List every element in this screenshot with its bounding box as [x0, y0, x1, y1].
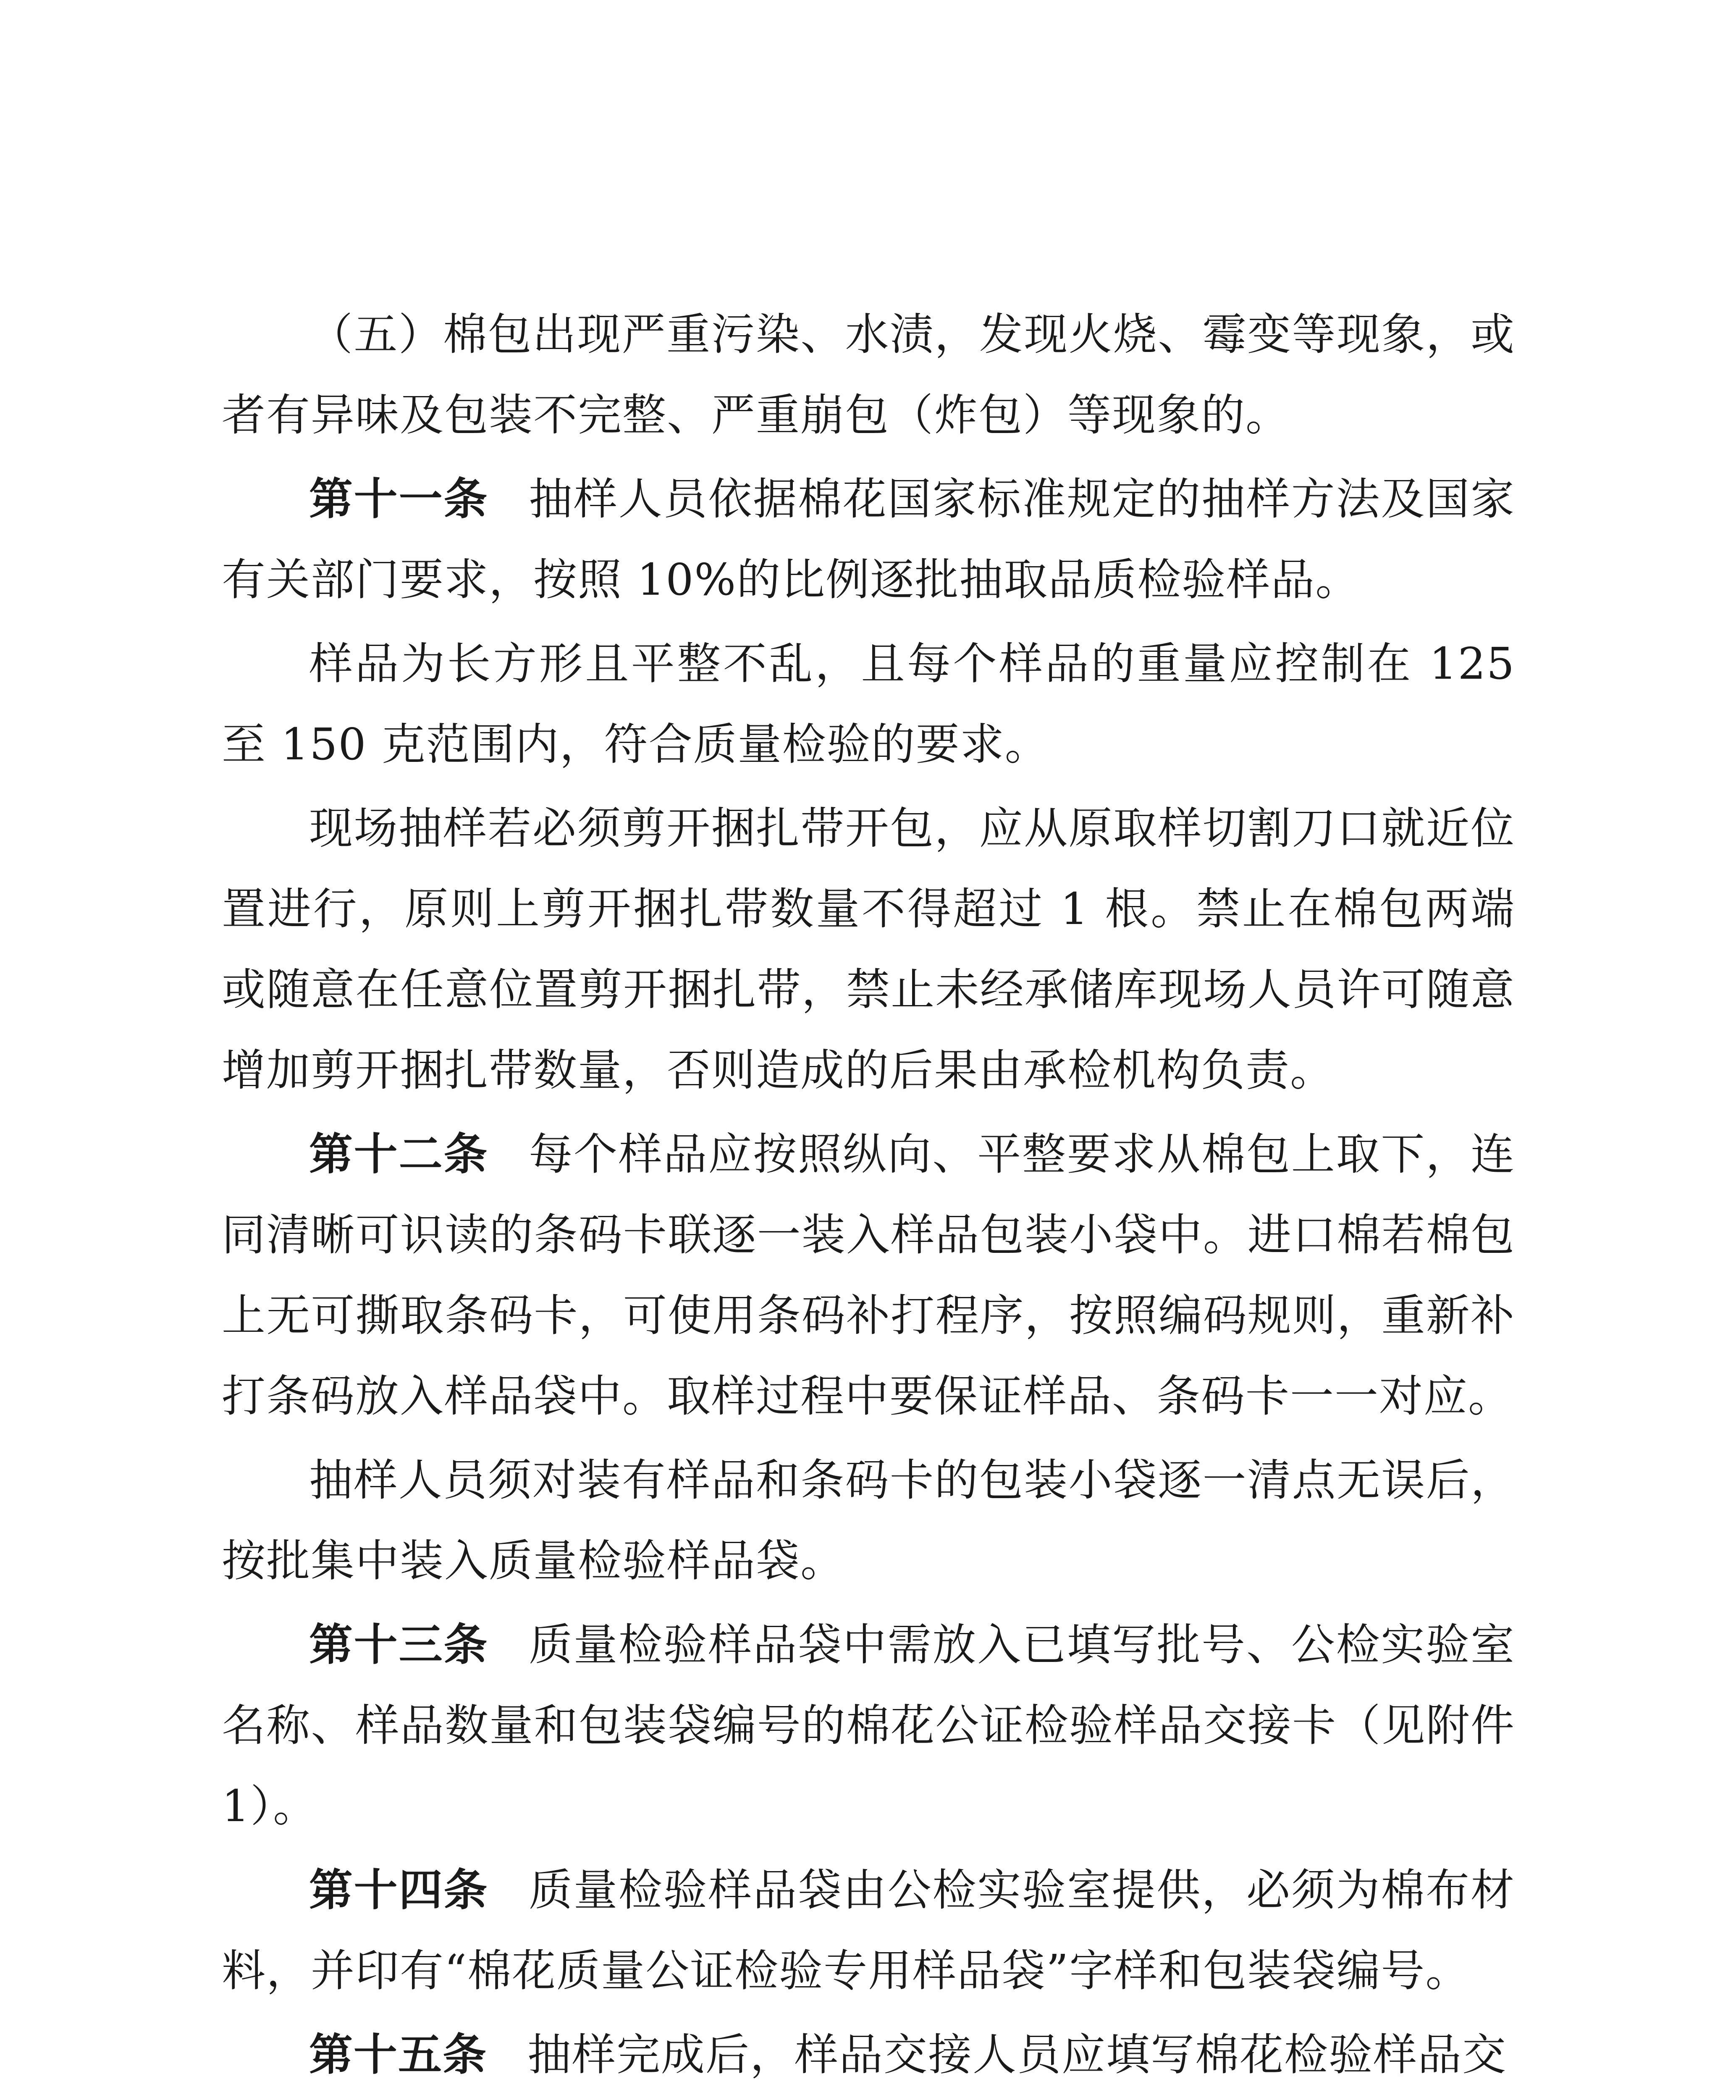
- paragraph-text: 样品为长方形且平整不乱，且每个样品的重量应控制在 125 至 150 克范围内，符合质量检验的要求。: [222, 638, 1515, 770]
- article-heading: 第十二条: [309, 1129, 489, 1180]
- paragraph-text: 抽样完成后，样品交接人员应填写棉花检验样品交: [527, 2029, 1507, 2080]
- paragraph-text: 质量检验样品袋由公检实验室提供，必须为棉布材料，并印有“棉花质量公证检验专用样品袋”字样和包装袋编号。: [222, 1864, 1515, 1996]
- paragraph-text: （五）棉包出现严重污染、水渍，发现火烧、霉变等现象，或者有异味及包装不完整、严重崩包（炸包）等现象的。: [222, 309, 1515, 441]
- article-15: [222, 2014, 1515, 2095]
- article-11: [222, 459, 1515, 620]
- paragraph-counting: [222, 1440, 1515, 1601]
- article-heading: 第十四条: [309, 1864, 489, 1916]
- article-heading: 第十一条: [309, 473, 489, 525]
- paragraph-text: 现场抽样若必须剪开捆扎带开包，应从原取样切割刀口就近位置进行，原则上剪开捆扎带数量不得超过 1 根。禁止在棉包两端或随意在任意位置剪开捆扎带，禁止未经承储库现场人员许可随意增加剪开捆扎带数量，否则造成的后果由承检机构负责。: [222, 803, 1515, 1096]
- article-14: [222, 1850, 1515, 2011]
- article-13: [222, 1604, 1515, 1846]
- paragraph-text: 每个样品应按照纵向、平整要求从棉包上取下，连同清晰可识读的条码卡联逐一装入样品包装小袋中。进口棉若棉包上无可撕取条码卡，可使用条码补打程序，按照编码规则，重新补打条码放入样品袋中。取样过程中要保证样品、条码卡一一对应。: [222, 1129, 1515, 1422]
- paragraph-sample-shape: [222, 623, 1515, 785]
- document-body: [222, 294, 1515, 2095]
- paragraph-cutting-straps: [222, 788, 1515, 1110]
- paragraph-text: 抽样人员须对装有样品和条码卡的包装小袋逐一清点无误后，按批集中装入质量检验样品袋。: [222, 1454, 1515, 1586]
- article-12: [222, 1114, 1515, 1436]
- paragraph-item-5: [222, 294, 1515, 455]
- article-heading: 第十三条: [309, 1619, 489, 1670]
- paragraph-text: 抽样人员依据棉花国家标准规定的抽样方法及国家有关部门要求，按照 10%的比例逐批抽取品质检验样品。: [222, 473, 1515, 605]
- article-heading: 第十五条: [309, 2029, 488, 2080]
- paragraph-text: 质量检验样品袋中需放入已填写批号、公检实验室名称、样品数量和包装袋编号的棉花公证检验样品交接卡（见附件 1）。: [222, 1619, 1515, 1832]
